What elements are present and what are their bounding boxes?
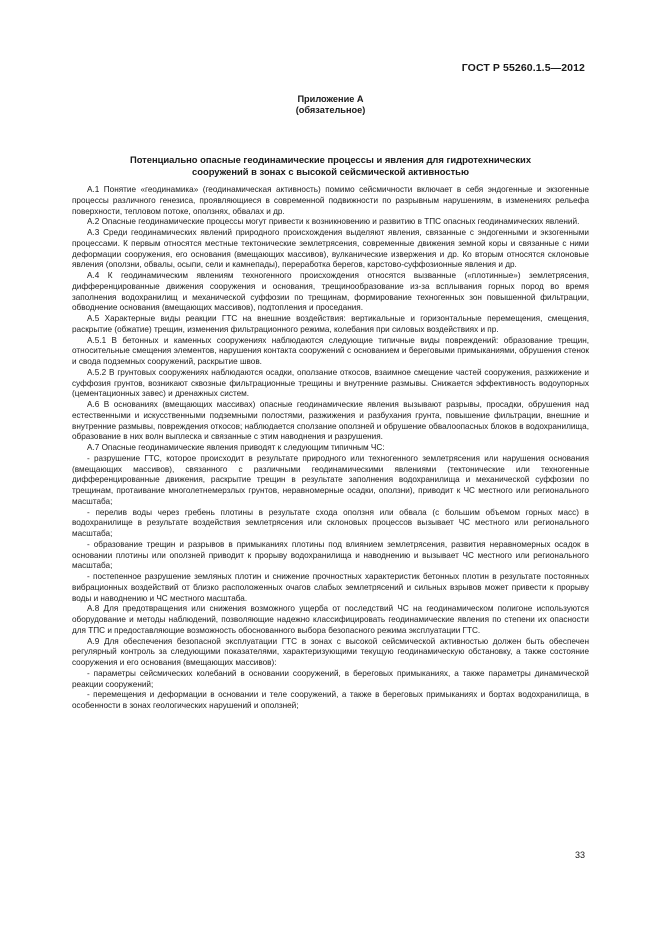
section-title-line-1: Потенциально опасные геодинамические процессы и явления для гидротехнических — [129, 154, 532, 165]
list-item: - перемещения и деформации в основании и теле сооружений, а также в береговых примыканиях и бортах водохранилища, в особенности в зонах геологических нарушений и оползней; — [72, 690, 589, 710]
document-body — [72, 185, 589, 712]
list-item: - перелив воды через гребень плотины в результате схода оползня или обвала (с большим объемом горных масс) в водохранилище в результате воздействия землетрясения или склоновых процессов вызывает ЧС местного или регионального масштаба; — [72, 507, 589, 538]
document-code: ГОСТ Р 55260.1.5—2012 — [461, 62, 585, 74]
list-item: - параметры сейсмических колебаний в основании сооружений, в береговых примыканиях, а также параметры динамической реакции сооружений; — [72, 668, 589, 689]
paragraph-a5-2: А.5.2 В грунтовых сооружениях наблюдаются осадки, оползание откосов, взаимное смещение частей сооружения, разжижение и суффозия грунтов, возникают сквозные фильтрационные трещины и внутренние размывы. Снижается эффективность водоупорных (цементационных завес) и дренажных систем. — [72, 367, 589, 399]
list-item: - разрушение ГТС, которое происходит в результате природного или техногенного землетрясения или нарушения основания (вмещающих массивов), связанного с различными геодинамическими явлениями (тектонические или техногенные дифференцированные движения, раскрытие трещин в результате заполнения водохранилища и механической суффозии по трещинам, протаивание многолетнемерзлых грунтов, неравномерные осадки, оползни), приводит к ЧС местного или регионального масштаба; — [72, 453, 589, 506]
section-title — [72, 154, 589, 178]
paragraph-a8: А.8 Для предотвращения или снижения возможного ущерба от последствий ЧС на геодинамическом полигоне используются оборудование и методы наблюдений, позволяющие надежно классифицировать геодинамические явления по степени их опасности для ТПС и предоставляющие возможность обоснованного выбора безопасного режима эксплуатации ГТС. — [72, 604, 589, 635]
annex-heading — [0, 94, 661, 116]
paragraph-a5-1: А.5.1 В бетонных и каменных сооружениях наблюдаются следующие типичные виды повреждений: образование трещин, относительные смещения элементов, нарушения контакта сооружений с основанием и береговыми примыканиями, обрушения стенок и свода подземных сооружений, раскрытие швов. — [72, 335, 589, 366]
paragraph-a2: А.2 Опасные геодинамические процессы могут привести к возникновению и развитию в ТПС опасных геодинамических явлений. — [87, 217, 580, 227]
section-title-line-2: сооружений в зонах с высокой сейсмической активностью — [192, 166, 469, 177]
paragraph-a6: А.6 В основаниях (вмещающих массивах) опасные геодинамические явления вызывают разрывы, просадки, обрушения над естественными и искусственными подземными полостями, разжижения и разбухания грунта, повышение фильтрации, внешние и внутренние размывы, повреждения откосов; наблюдается сползание оползней и обрушение обвалоопасных блоков в водохранилища, образование в них волн выплеска и связанные с этим наводнения и разрушения. — [72, 400, 589, 442]
page-number: 33 — [574, 850, 585, 860]
annex-status: (обязательное) — [295, 105, 366, 115]
paragraph-a7: А.7 Опасные геодинамические явления приводят к следующим типичным ЧС: — [87, 443, 385, 452]
paragraph-a9: А.9 Для обеспечения безопасной эксплуатации ГТС в зонах с высокой сейсмической активностью должен быть обеспечен регулярный контроль за следующими показателями, характеризующими текущую геодинамическую обстановку, а также состояние сооружения и его основания (вмещающих массивов): — [72, 636, 589, 667]
list-item: - постепенное разрушение земляных плотин и снижение прочностных характеристик бетонных плотин в результате постоянных вибрационных воздействий от близко расположенных очагов слабых землетрясений и сильных взрывов может привести к прорыву воды и наводнению и ЧС местного масштаба. — [72, 572, 589, 603]
paragraph-a1: А.1 Понятие «геодинамика» (геодинамическая активность) помимо сейсмичности включает в себя эндогенные и экзогенные процессы различного генезиса, проявляющиеся в современной подвижности по разрывным нарушениям, в изменениях рельефа поверхности, тепловом потоке, оползнях, обвалах и др. — [72, 185, 589, 216]
list-item: - образование трещин и разрывов в примыканиях плотины под влиянием землетрясения, развития неравномерных осадок в основании плотины или оползней приводит к прорыву водохранилища и наводнению и вызывает ЧС местного или регионального масштаба; — [72, 539, 589, 571]
paragraph-a5: А.5 Характерные виды реакции ГТС на внешние воздействия: вертикальные и горизонтальные перемещения, смещения, раскрытие (обжатие) трещин, изменения фильтрационного режима, колебания при силовых воздействиях и пр. — [72, 314, 589, 334]
annex-title: Приложение А — [297, 94, 364, 104]
paragraph-a3: А.3 Среди геодинамических явлений природного происхождения выделяют явления, связанные с эндогенными и экзогенными процессами. К первым относятся местные тектонические землетрясения, современные движения земной коры и связанные с ними деформации сооружения, его основания (вмещающих массивов), вулканические извержения и др. Ко вторым относятся склоновые явления (оползни, обвалы, осыпи, сели и камнепады), переработка берегов, карстово-суффозионные явления и др. — [72, 228, 589, 270]
paragraph-a4: А.4 К геодинамическим явлениям техногенного происхождения относятся вызванные («плотинные») землетрясения, дифференцированные движения сооружения и основания, трещинообразование из-за всплывания горных пород во время заполнения водохранилищ и механической суффозии по трещинам, формирование техногенных зон повышенной фильтрации, обводнение основания (вмещающих массивов), подтопления и проседания. — [72, 271, 589, 313]
